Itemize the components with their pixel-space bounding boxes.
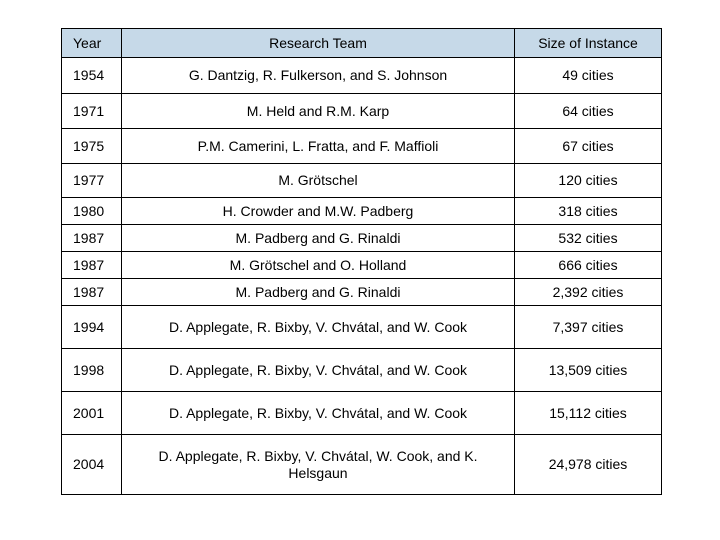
table-row <box>62 252 662 279</box>
year-cell: 2004 <box>62 435 122 495</box>
header-year: Year <box>62 29 122 58</box>
team-cell: D. Applegate, R. Bixby, V. Chvátal, and W. Cook <box>122 349 515 392</box>
team-cell: H. Crowder and M.W. Padberg <box>122 198 515 225</box>
year-cell: 1987 <box>62 225 122 252</box>
size-cell: 2,392 cities <box>515 279 662 306</box>
header-row <box>62 29 662 58</box>
table-row <box>62 435 662 495</box>
table-row <box>62 164 662 198</box>
team-cell: M. Grötschel and O. Holland <box>122 252 515 279</box>
size-cell: 64 cities <box>515 94 662 129</box>
table-row <box>62 58 662 94</box>
year-cell: 1954 <box>62 58 122 94</box>
year-cell: 1998 <box>62 349 122 392</box>
size-cell: 13,509 cities <box>515 349 662 392</box>
table-row <box>62 306 662 349</box>
table-row <box>62 392 662 435</box>
size-cell: 666 cities <box>515 252 662 279</box>
team-cell: M. Grötschel <box>122 164 515 198</box>
size-cell: 120 cities <box>515 164 662 198</box>
table-row <box>62 349 662 392</box>
size-cell: 67 cities <box>515 129 662 164</box>
table-row <box>62 129 662 164</box>
size-cell: 532 cities <box>515 225 662 252</box>
team-cell: M. Held and R.M. Karp <box>122 94 515 129</box>
size-cell: 7,397 cities <box>515 306 662 349</box>
header-research-team: Research Team <box>122 29 515 58</box>
year-cell: 1975 <box>62 129 122 164</box>
table-row <box>62 94 662 129</box>
team-cell: D. Applegate, R. Bixby, V. Chvátal, and W. Cook <box>122 392 515 435</box>
table-row <box>62 225 662 252</box>
team-cell: M. Padberg and G. Rinaldi <box>122 225 515 252</box>
year-cell: 1987 <box>62 279 122 306</box>
header-size-of-instance: Size of Instance <box>515 29 662 58</box>
table-row <box>62 279 662 306</box>
team-cell: M. Padberg and G. Rinaldi <box>122 279 515 306</box>
size-cell: 318 cities <box>515 198 662 225</box>
year-cell: 1971 <box>62 94 122 129</box>
table-row <box>62 198 662 225</box>
team-cell: G. Dantzig, R. Fulkerson, and S. Johnson <box>122 58 515 94</box>
year-cell: 1977 <box>62 164 122 198</box>
size-cell: 49 cities <box>515 58 662 94</box>
team-cell: D. Applegate, R. Bixby, V. Chvátal, and W. Cook <box>122 306 515 349</box>
team-cell: P.M. Camerini, L. Fratta, and F. Maffioli <box>122 129 515 164</box>
year-cell: 1987 <box>62 252 122 279</box>
year-cell: 1994 <box>62 306 122 349</box>
size-cell: 15,112 cities <box>515 392 662 435</box>
tsp-records-table <box>61 28 662 495</box>
year-cell: 1980 <box>62 198 122 225</box>
size-cell: 24,978 cities <box>515 435 662 495</box>
year-cell: 2001 <box>62 392 122 435</box>
team-cell: D. Applegate, R. Bixby, V. Chvátal, W. Cook, and K. Helsgaun <box>122 435 515 495</box>
